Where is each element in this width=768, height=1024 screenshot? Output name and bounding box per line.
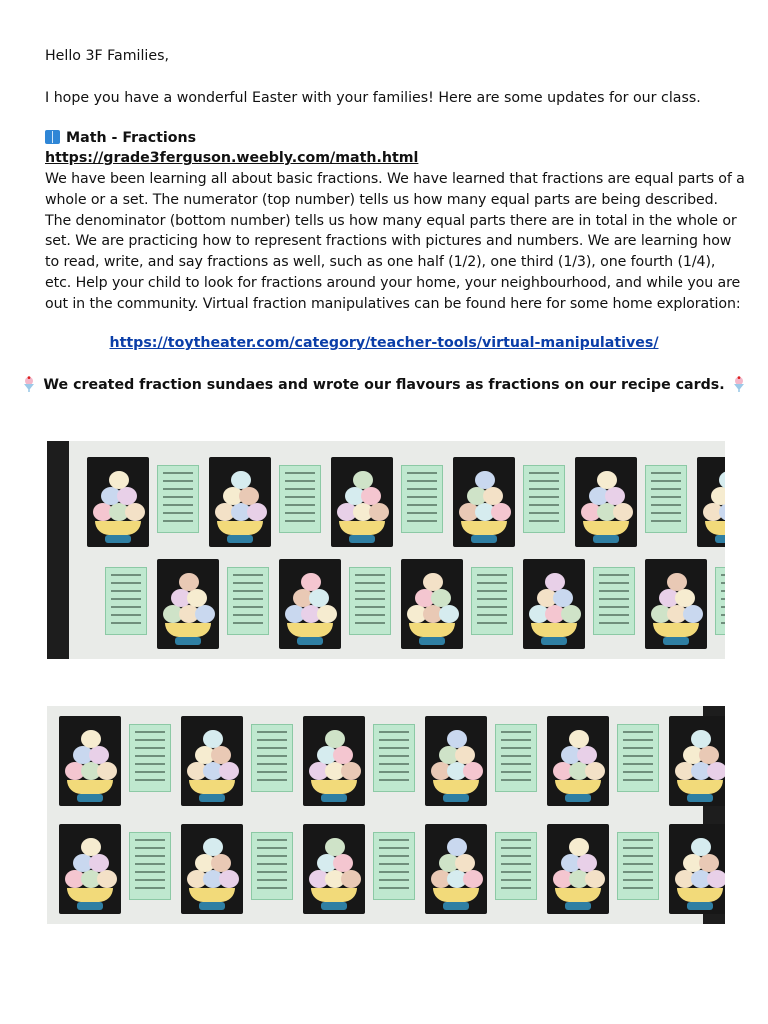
sundae-craft bbox=[669, 716, 725, 806]
recipe-card bbox=[471, 567, 513, 635]
paragraph-line: We have been learning all about basic fractions. We have learned that fractions are equal parts of a bbox=[45, 171, 745, 187]
paragraph-line: etc. Help your child to look for fractions around your home, your neighbourhood, and while you are bbox=[45, 274, 741, 291]
manipulatives-link-line bbox=[0, 335, 768, 351]
sundae-photo-1 bbox=[47, 441, 725, 659]
recipe-card bbox=[373, 832, 415, 900]
math-link-line bbox=[45, 148, 418, 168]
sundae-photo-2 bbox=[47, 706, 725, 924]
recipe-card bbox=[593, 567, 635, 635]
sundae-caption-line bbox=[0, 376, 768, 393]
sundae-craft bbox=[425, 824, 487, 914]
sundae-craft bbox=[181, 824, 243, 914]
recipe-card bbox=[617, 832, 659, 900]
sundae-craft bbox=[279, 559, 341, 649]
sundae-craft bbox=[453, 457, 515, 547]
recipe-card bbox=[495, 724, 537, 792]
recipe-card bbox=[401, 465, 443, 533]
greeting: Hello 3F Families, bbox=[45, 48, 169, 64]
recipe-card bbox=[715, 567, 725, 635]
recipe-card bbox=[617, 724, 659, 792]
sundae-craft bbox=[547, 824, 609, 914]
sundae-craft bbox=[331, 457, 393, 547]
section-heading bbox=[45, 128, 196, 148]
recipe-card bbox=[349, 567, 391, 635]
recipe-card bbox=[129, 832, 171, 900]
sundae-craft bbox=[645, 559, 707, 649]
paragraph-line: out in the community. Virtual fraction manipulatives can be found here for some home exploration: bbox=[45, 295, 741, 312]
sundae-icon bbox=[23, 376, 35, 392]
book-icon bbox=[45, 130, 60, 144]
sundae-icon bbox=[733, 376, 745, 392]
recipe-card bbox=[523, 465, 565, 533]
fractions-paragraph bbox=[45, 169, 745, 315]
sundae-craft bbox=[523, 559, 585, 649]
recipe-card bbox=[251, 724, 293, 792]
paragraph-line: The denominator (bottom number) tells us how many equal parts there are in total in the whole or bbox=[45, 212, 737, 229]
paragraph-line: set. We are practicing how to represent fractions with pictures and numbers. We are learning how bbox=[45, 233, 732, 250]
math-page-link[interactable]: https://grade3ferguson.weebly.com/math.html bbox=[45, 150, 419, 166]
sundae-craft bbox=[547, 716, 609, 806]
recipe-card bbox=[495, 832, 537, 900]
recipe-card bbox=[645, 465, 687, 533]
sundae-craft bbox=[59, 824, 121, 914]
recipe-card bbox=[279, 465, 321, 533]
sundae-craft bbox=[697, 457, 725, 547]
manipulatives-link[interactable]: https://toytheater.com/category/teacher-tools/virtual-manipulatives/ bbox=[109, 335, 659, 351]
sundae-craft bbox=[669, 824, 725, 914]
recipe-card bbox=[251, 832, 293, 900]
sundae-caption: We created fraction sundaes and wrote our flavours as fractions on our recipe cards. bbox=[43, 377, 725, 393]
sundae-craft bbox=[181, 716, 243, 806]
sundae-craft bbox=[401, 559, 463, 649]
paragraph-line: to read, write, and say fractions as well, such as one half (1/2), one third (1/3), one fourth (1/4), bbox=[45, 254, 716, 271]
recipe-card bbox=[129, 724, 171, 792]
sundae-craft bbox=[303, 716, 365, 806]
sundae-craft bbox=[303, 824, 365, 914]
sundae-craft bbox=[425, 716, 487, 806]
recipe-card bbox=[105, 567, 147, 635]
sundae-craft bbox=[59, 716, 121, 806]
sundae-craft bbox=[157, 559, 219, 649]
recipe-card bbox=[373, 724, 415, 792]
sundae-craft bbox=[209, 457, 271, 547]
recipe-card bbox=[157, 465, 199, 533]
intro-text: I hope you have a wonderful Easter with your families! Here are some updates for our class. bbox=[45, 90, 701, 106]
paragraph-line: whole or a set. The numerator (top number) tells us how many equal parts are being described. bbox=[45, 191, 718, 208]
section-title: Math - Fractions bbox=[66, 130, 197, 146]
sundae-craft bbox=[87, 457, 149, 547]
sundae-craft bbox=[575, 457, 637, 547]
bulletin-border bbox=[47, 441, 69, 659]
recipe-card bbox=[227, 567, 269, 635]
